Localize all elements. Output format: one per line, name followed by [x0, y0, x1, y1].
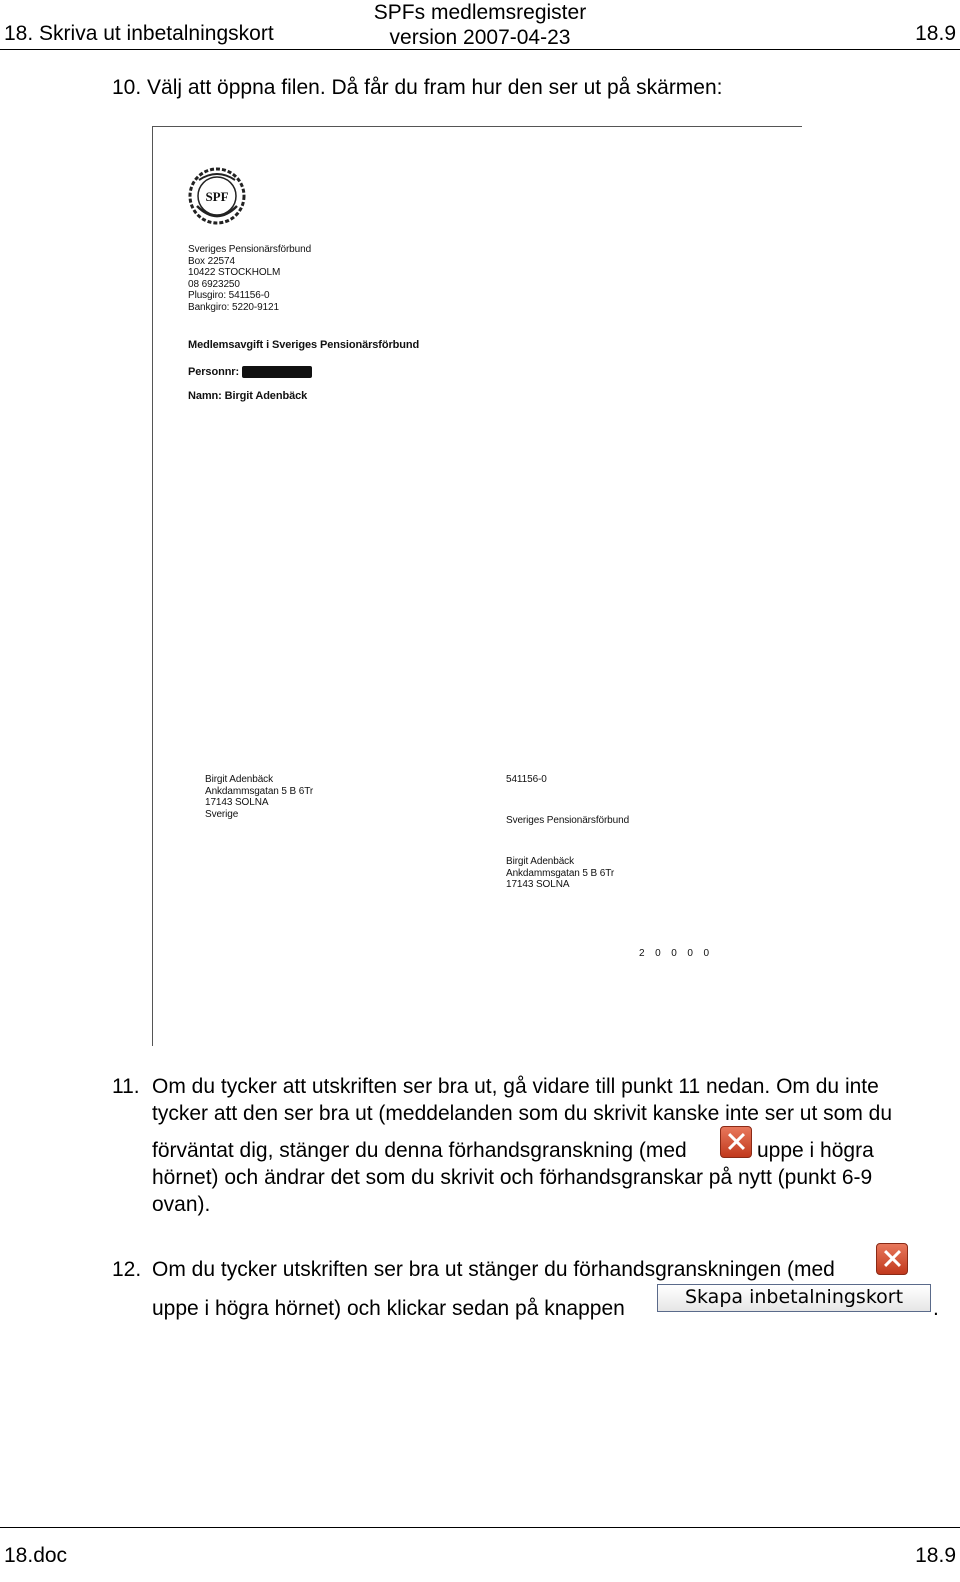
footer-page-number: 18.9	[915, 1544, 956, 1567]
step-11-line-3a: förväntat dig, stänger du denna förhandsgranskning (med	[152, 1139, 687, 1162]
recipient-line: Birgit Adenbäck	[506, 856, 574, 867]
recipient-name: Sveriges Pensionärsförbund	[506, 815, 630, 826]
recipient-address	[506, 856, 614, 891]
personnr-label: Personnr:	[188, 365, 240, 378]
payer-line: 17143 SOLNA	[205, 797, 269, 808]
sender-line: Sveriges Pensionärsförbund	[188, 244, 312, 255]
step-11-line-1: Om du tycker att utskriften ser bra ut, gå vidare till punkt 11 nedan. Om du inte	[152, 1075, 879, 1098]
amount-digits: 2 0 0 0 0	[639, 948, 710, 959]
sender-line: Plusgiro: 541156-0	[188, 290, 270, 301]
name-line: Namn: Birgit Adenbäck	[188, 390, 308, 402]
payer-line: Birgit Adenbäck	[205, 774, 273, 785]
step-11-number: 11.	[112, 1075, 140, 1098]
skapa-inbetalningskort-button: Skapa inbetalningskort	[657, 1284, 931, 1312]
step-11-line-5: ovan).	[152, 1193, 211, 1216]
preview-top-border	[152, 126, 802, 127]
payer-address	[205, 774, 313, 820]
account-number: 541156-0	[506, 774, 547, 785]
step-11-line-4: hörnet) och ändrar det som du skrivit och förhandsgranskar på nytt (punkt 6-9	[152, 1166, 873, 1189]
header-divider	[0, 49, 960, 50]
fee-title: Medlemsavgift i Sveriges Pensionärsförbund	[188, 339, 420, 351]
step-11-line-2: tycker att den ser bra ut (meddelanden som du skrivit kanske inte ser ut som du	[152, 1102, 893, 1125]
footer-filename: 18.doc	[4, 1544, 68, 1567]
sender-address	[188, 244, 311, 313]
step-11-line-3b: uppe i högra	[757, 1139, 874, 1162]
sender-line: 08 6923250	[188, 278, 240, 290]
recipient-line: 17143 SOLNA	[506, 879, 570, 890]
print-preview-image	[152, 126, 802, 1046]
preview-left-border	[152, 126, 153, 1046]
payer-line: Sverige	[205, 808, 239, 820]
personnr-row	[188, 366, 312, 378]
header-version: version 2007-04-23	[389, 26, 571, 49]
step-12-period: .	[933, 1297, 939, 1320]
spf-logo	[185, 166, 249, 228]
step-12-line-2: uppe i högra hörnet) och klickar sedan på knappen	[152, 1297, 625, 1320]
step-12-number: 12.	[112, 1258, 142, 1281]
payer-line: Ankdammsgatan 5 B 6Tr	[205, 785, 314, 797]
personnr-redacted	[242, 366, 312, 378]
header-chapter-title: 18. Skriva ut inbetalningskort	[4, 22, 274, 45]
recipient-line: Ankdammsgatan 5 B 6Tr	[506, 867, 615, 879]
header-page-number: 18.9	[915, 22, 956, 45]
step-10-text: 10. Välj att öppna filen. Då får du fram hur den ser ut på skärmen:	[112, 76, 723, 99]
close-icon	[876, 1243, 908, 1275]
step-12-line-1: Om du tycker utskriften ser bra ut stänger du förhandsgranskningen (med	[152, 1258, 835, 1281]
header-register-name: SPFs medlemsregister	[373, 1, 587, 24]
footer-divider	[0, 1527, 960, 1528]
sender-line: Bankgiro: 5220-9121	[188, 301, 279, 313]
close-icon	[720, 1126, 752, 1158]
sender-line: Box 22574	[188, 255, 235, 267]
header-document-info	[360, 0, 600, 50]
sender-line: 10422 STOCKHOLM	[188, 267, 281, 278]
spf-logo-text: SPF	[205, 189, 229, 204]
